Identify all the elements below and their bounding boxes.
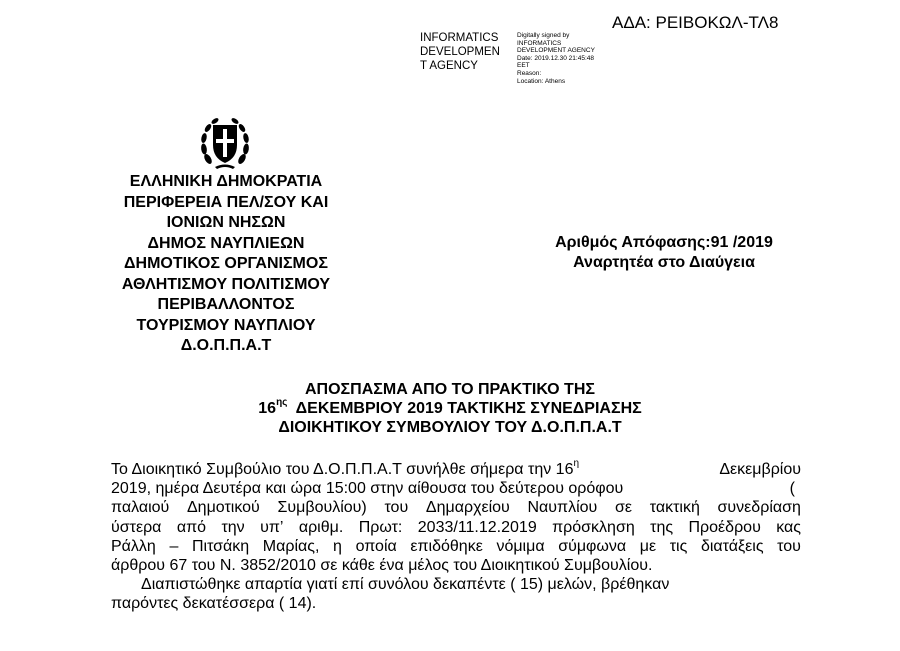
authority-line: ΔΗΜΟΣ ΝΑΥΠΛΙΕΩΝ	[147, 234, 305, 252]
signature-detail-line: Digitally signed by	[517, 32, 570, 39]
session-day: 16	[258, 400, 277, 417]
word: αριθμ.	[298, 518, 344, 536]
signature-detail-line: Date: 2019.12.30 21:45:48	[517, 54, 594, 62]
body-line: άρθρου 67 του Ν. 3852/2010 σε κάθε ένα μέλος του Διοικητικού Συμβουλίου.	[111, 557, 653, 575]
word: του	[777, 537, 801, 555]
authority-line: ΠΕΡΙΒΑΛΛΟΝΤΟΣ	[157, 296, 295, 313]
word: νόμιμα	[496, 537, 545, 555]
session-date-rest: ΔΕΚΕΜΒΡΙΟΥ 2019 ΤΑΚΤΙΚΗΣ ΣΥΝΕΔΡΙΑΣΗΣ	[287, 400, 642, 417]
minutes-body	[111, 460, 801, 614]
signer-line: T AGENCY	[420, 60, 478, 72]
posting-note: Αναρτητέα στο Διαύγεια	[573, 254, 755, 271]
excerpt-heading	[180, 380, 720, 437]
word: του	[384, 499, 409, 517]
word: –	[169, 537, 179, 555]
authority-line: ΠΕΡΙΦΕΡΕΙΑ ΠΕΛ/ΣΟΥ ΚΑΙ	[123, 193, 329, 211]
excerpt-line-1: ΑΠΟΣΠΑΣΜΑ ΑΠΟ ΤΟ ΠΡΑΚΤΙΚΟ ΤΗΣ	[305, 381, 595, 398]
body-line	[111, 537, 801, 556]
word: την	[221, 518, 245, 536]
word: Συμβουλίου)	[277, 499, 367, 517]
hellenic-republic-coat-of-arms-icon	[199, 115, 251, 171]
authority-line: ΔΗΜΟΤΙΚΟΣ ΟΡΓΑΝΙΣΜΟΣ	[124, 255, 328, 272]
word: υπ’	[260, 518, 284, 536]
word: οποία	[355, 537, 397, 555]
word: παλαιού	[111, 499, 170, 517]
authority-line: ΙΟΝΙΩΝ ΝΗΣΩΝ	[166, 214, 286, 231]
body-text-segment: 2019, ημέρα Δευτέρα και ώρα 15:00 στην αίθουσα του δεύτερου ορόφου	[111, 480, 624, 498]
decision-info	[534, 233, 794, 273]
authority-line: ΤΟΥΡΙΣΜΟΥ ΝΑΥΠΛΙΟΥ	[136, 316, 316, 334]
signature-detail-line: INFORMATICS	[517, 39, 562, 47]
body-text-segment: Το Διοικητικό Συμβούλιο του Δ.Ο.Π.Π.Α.Τ συνήλθε σήμερα την 16	[111, 461, 574, 478]
body-line	[111, 460, 801, 479]
word: της	[650, 518, 674, 536]
word: συνεδρίαση	[717, 499, 801, 517]
body-text-segment	[111, 460, 579, 479]
word: σε	[615, 499, 633, 517]
body-line	[111, 498, 801, 517]
excerpt-line-2	[180, 399, 720, 418]
word: Δημαρχείου	[425, 499, 510, 517]
word: Προέδρου	[688, 518, 761, 536]
signer-line: INFORMATICS	[420, 32, 499, 44]
body-text-segment: (	[789, 480, 795, 498]
word: Πιτσάκη	[191, 537, 250, 555]
signature-detail-line: EET	[517, 62, 530, 70]
session-day-suffix: ης	[276, 397, 288, 408]
digital-signature-signer	[420, 31, 520, 73]
word: ύστερα	[111, 518, 162, 536]
word: Μαρίας,	[262, 537, 320, 555]
word: 2033/11.12.2019	[417, 518, 537, 536]
word: από	[176, 518, 207, 536]
word: με	[639, 537, 657, 555]
signer-line: DEVELOPMEN	[420, 46, 500, 58]
authority-line: ΕΛΛΗΝΙΚΗ ΔΗΜΟΚΡΑΤΙΑ	[129, 173, 323, 190]
issuing-authority-block	[92, 172, 360, 357]
body-line: παρόντες δεκατέσσερα ( 14).	[111, 595, 317, 613]
decision-number: Αριθμός Απόφασης:91 /2019	[555, 234, 773, 251]
word: επιδόθηκε	[410, 537, 483, 555]
ada-code: ΑΔΑ: ΡΕΙΒΟΚΩΛ-ΤΛ8	[612, 13, 779, 32]
word: Ναυπλίου	[527, 499, 598, 517]
word: τακτική	[649, 499, 700, 517]
authority-line: ΑΘΛΗΤΙΣΜΟΥ ΠΟΛΙΤΙΣΜΟΥ	[121, 275, 331, 293]
authority-line: Δ.Ο.Π.Π.Α.Τ	[180, 337, 272, 354]
body-text-segment: Δεκεμβρίου	[719, 461, 801, 478]
day-suffix: η	[573, 458, 580, 469]
signature-detail-line: DEVELOPMENT AGENCY	[517, 47, 595, 55]
excerpt-line-3: ΔΙΟΙΚΗΤΙΚΟΥ ΣΥΜΒΟΥΛΙΟΥ ΤΟΥ Δ.Ο.Π.Π.Α.Τ	[278, 419, 622, 436]
word: Δημοτικού	[186, 499, 260, 517]
signature-detail-line: Location: Athens	[517, 77, 566, 85]
word: Ράλλη	[111, 537, 156, 555]
signature-detail-line: Reason:	[517, 69, 542, 77]
word: πρόσκληση	[552, 518, 635, 536]
body-line	[111, 518, 801, 537]
body-line	[111, 479, 801, 498]
word: σύμφωνα	[558, 537, 627, 555]
digital-signature-details	[517, 32, 595, 85]
word: η	[333, 537, 342, 555]
word: τις	[669, 537, 688, 555]
word: Πρωτ:	[358, 518, 403, 536]
word: διατάξεις	[700, 537, 764, 555]
word: κας	[776, 518, 801, 536]
body-line: Διαπιστώθηκε απαρτία γιατί επί συνόλου δεκαπέντε ( 15) μελών, βρέθηκαν	[141, 576, 670, 594]
